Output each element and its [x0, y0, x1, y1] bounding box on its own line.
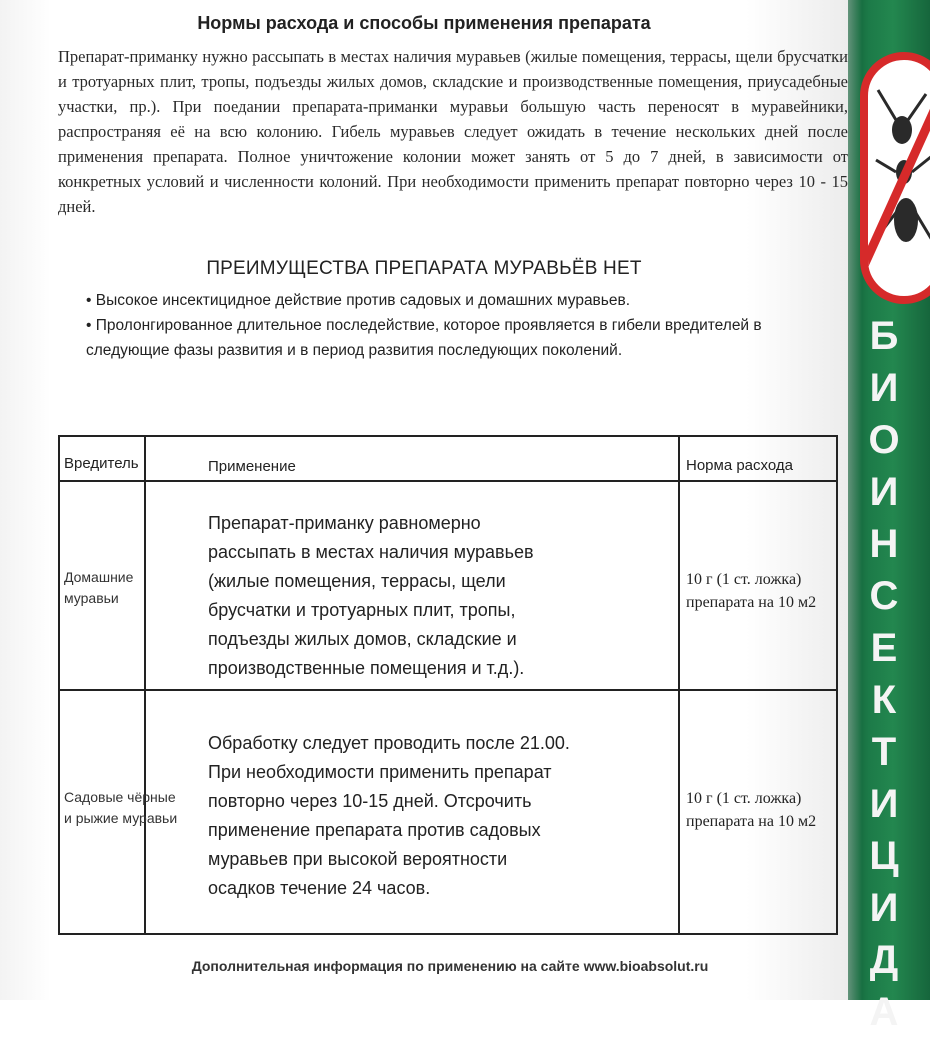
side-letter: Т — [871, 730, 897, 774]
ant-silhouette-icon — [868, 60, 930, 296]
table-row-1-pest: Домашние муравьи — [64, 569, 134, 606]
side-letter: И — [869, 366, 899, 410]
side-letter: Н — [869, 522, 899, 566]
footer-note: Дополнительная информация по применению на сайте www.bioabsolut.ru — [191, 958, 709, 974]
side-letter: Е — [870, 626, 898, 670]
side-letter: А — [869, 990, 899, 1034]
intro-paragraph: Препарат-приманку нужно рассыпать в местах наличия муравьев (жилые помещения, террасы, щели брусчатки и тротуарных плит, тропы, подъезды жилых домов, складские и производственные помещения, приусадебные участки, пр.). При поедании препарата-приманки муравьи большую часть переносят в муравейники, распространяя её на всю колонию. Гибель муравьев следует ожидать в течение нескольких дней после применения препарата. Полное уничтожение колонии может занять от 5 до 7 дней, в зависимости от конкретных условий и численности колоний. При необходимости применить препарат повторно через 10 - 15 дней. — [58, 47, 848, 216]
table-row-1-application: Препарат-приманку равномерно рассыпать в местах наличия муравьев (жилые помещения, террасы, щели брусчатки и тротуарных плит, тропы, подъезды жилых домов, складские и производственные помещения и т.д.). — [208, 513, 534, 678]
advantages-list — [86, 288, 848, 363]
side-letter: Д — [869, 938, 899, 982]
side-letter: О — [868, 418, 900, 462]
table-column-divider — [144, 437, 146, 933]
page-title: Нормы расхода и способы применения препарата — [197, 13, 651, 33]
product-type-vertical-label — [862, 310, 906, 1038]
table-row-2-application: Обработку следует проводить после 21.00. При необходимости применить препарат повторно через 10-15 дней. Отсрочить применение препарата против садовых муравьев при высокой вероятности осадков течение 24 часов. — [208, 733, 570, 898]
side-letter: И — [869, 470, 899, 514]
table-row-divider — [60, 480, 836, 482]
advantage-item: • Высокое инсектицидное действие против садовых и домашних муравьев. — [86, 292, 631, 309]
side-letter: Б — [869, 314, 899, 358]
side-letter: С — [869, 574, 899, 618]
advantage-item: • Пролонгированное длительное последействие, которое проявляется в гибели вредителей в следующие фазы развития и в период развития последующих поколений. — [86, 317, 762, 359]
advantages-heading: ПРЕИМУЩЕСТВА ПРЕПАРАТА МУРАВЬЁВ НЕТ — [206, 258, 642, 279]
prohibition-sign-icon — [860, 52, 930, 304]
table-header-pest: Вредитель — [64, 455, 139, 472]
table-header-rate: Норма расхода — [686, 457, 793, 474]
side-letter: И — [869, 782, 899, 826]
table-row-1-rate: 10 г (1 ст. ложка) препарата на 10 м2 — [686, 571, 817, 611]
side-letter: Ц — [869, 834, 899, 878]
table-header-application: Применение — [208, 458, 296, 475]
usage-table — [58, 435, 838, 935]
side-letter: К — [871, 678, 897, 722]
table-row-2-pest: Садовые чёрные и рыжие муравьи — [64, 789, 178, 826]
table-row-divider — [60, 689, 836, 691]
table-row-2-rate: 10 г (1 ст. ложка) препарата на 10 м2 — [686, 790, 817, 830]
table-column-divider — [678, 437, 680, 933]
side-letter: И — [869, 886, 899, 930]
